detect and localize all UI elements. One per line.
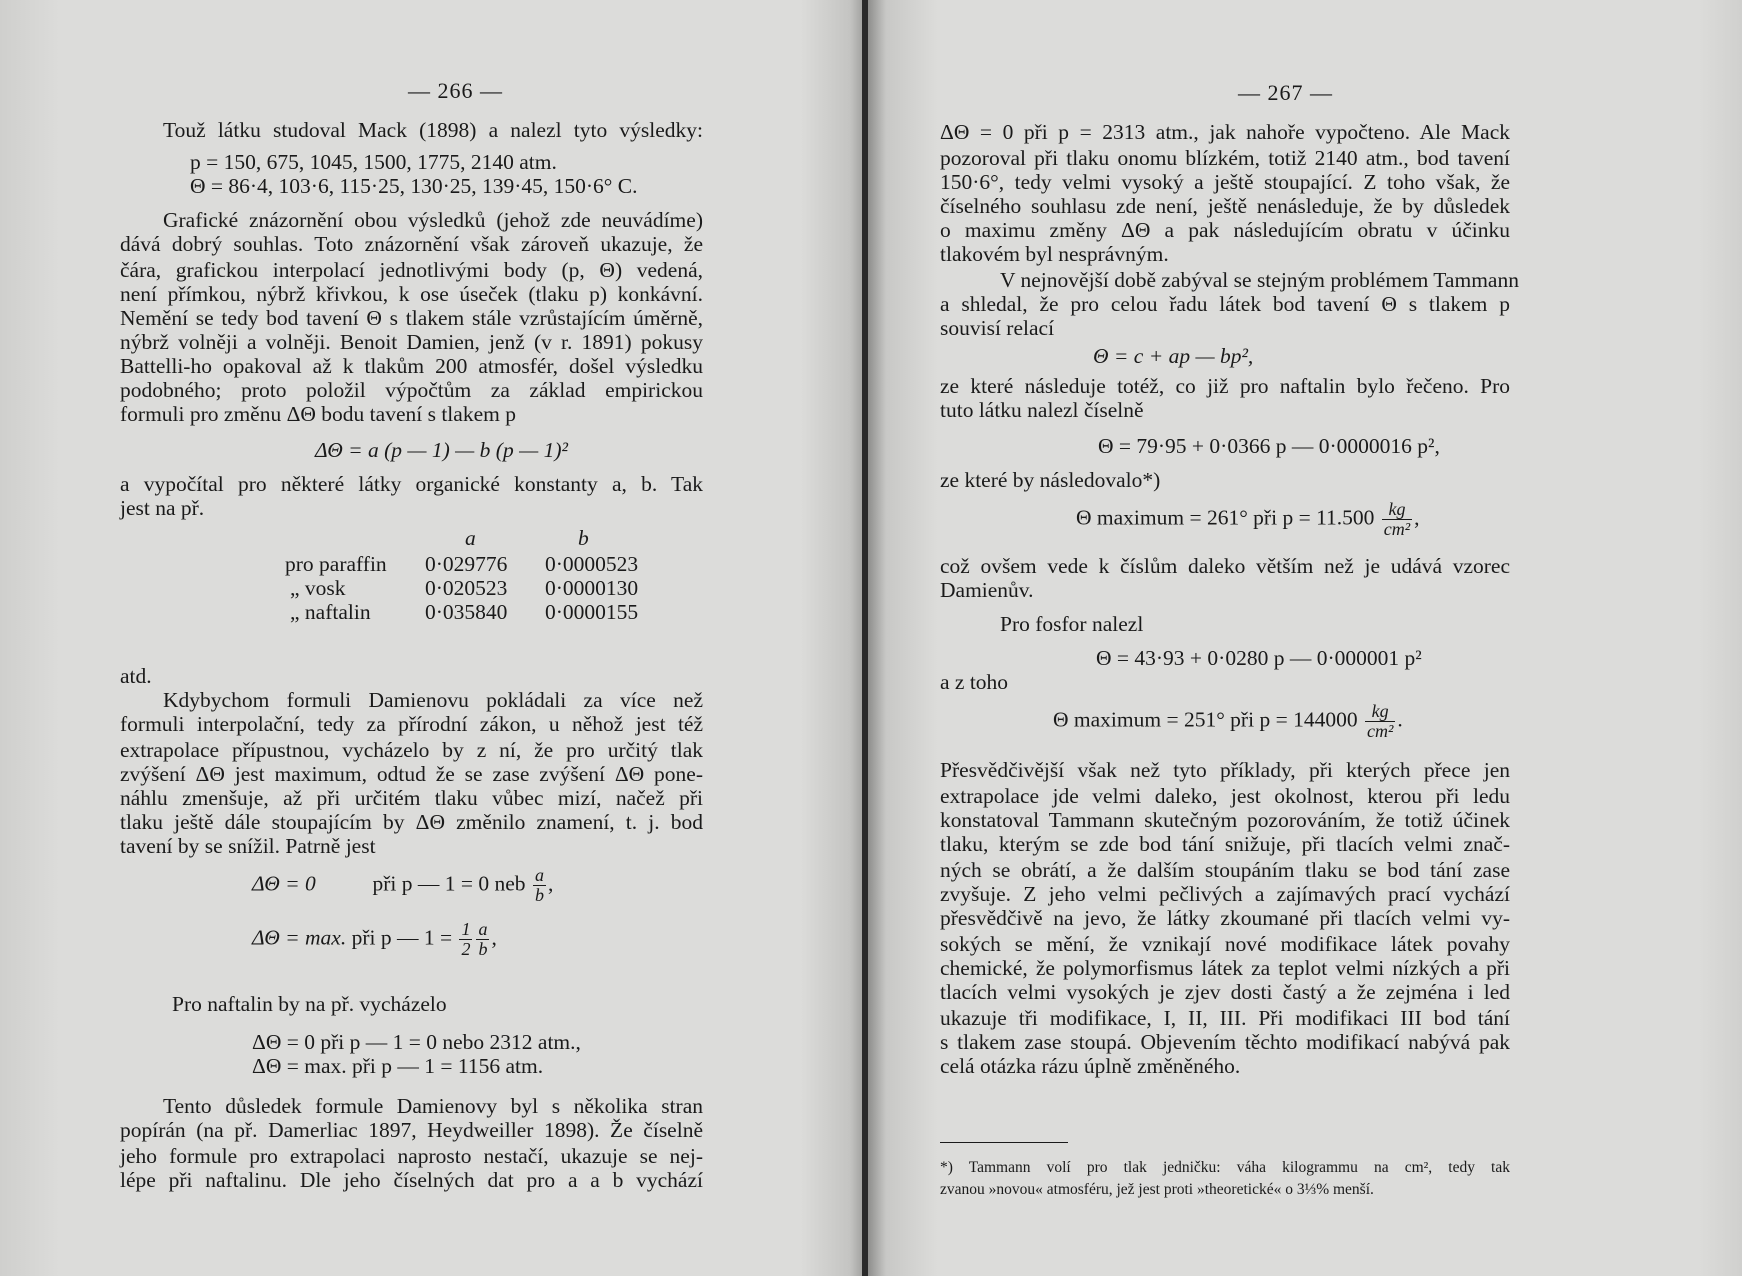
text-line: Battelli-ho opakoval až k tlakům 200 atmosfér, došel výsledku — [120, 354, 703, 378]
table-cell: 0·0000130 — [545, 576, 639, 600]
equation-condition: při p — 1 = 0 neb — [372, 871, 526, 896]
text-line: dává dobrý souhlas. Toto znázornění však zároveň ukazuje, že — [120, 232, 703, 256]
text-line: popírán (na př. Damerliac 1897, Heydweiller 1898). Že číselně — [120, 1118, 703, 1142]
text-line: jeho formule pro extrapolaci naprosto nestačí, ukazuje se nej- — [120, 1144, 703, 1168]
text-line: extrapolace jde velmi daleko, jest okolnost, kterou při ledu — [940, 784, 1510, 808]
equation-line: Θ = 43·93 + 0·0280 p — 0·000001 p² — [1096, 646, 1422, 670]
equation-line: Θ maximum = 251° při p = 144000 $\frac{kg}{\text{cm²}}$ . — [1053, 701, 1403, 741]
text-line: čára, grafickou interpolací jednotlivými body (p, Θ) vedená, — [120, 258, 703, 282]
text-line: tlaku ještě dále stoupajícím by ΔΘ změnilo znamení, t. j. bod — [120, 810, 703, 834]
equation-line: p = 150, 675, 1045, 1500, 1775, 2140 atm. — [190, 150, 557, 174]
fraction: $\frac{a}{b}$ — [478, 919, 488, 959]
footnote-line: *) Tammann volí pro tlak jedničku: váha kilogrammu na cm², tedy tak — [940, 1159, 1510, 1176]
equation-line: Θ maximum = 261° při p = 11.500 $\frac{kg}{\text{cm²}}$ , — [1076, 499, 1420, 539]
equation-line: ΔΘ = 0 při p — 1 = 0 nebo 2312 atm., — [252, 1030, 581, 1054]
footnote-line: zvanou »novou« atmosféru, jež jest proti »theoretické« o 3⅓% menší. — [940, 1181, 1374, 1198]
equation-line: ΔΘ = 0 při p — 1 = 0 neb $\frac{a}{b}$ , — [252, 865, 554, 905]
text-line: tlacích velmi vysokých je zjev dosti častý a že zejména i led — [940, 980, 1510, 1004]
text-line: konstatoval Tammann skutečným pozorováním, že totiž účinek — [940, 808, 1510, 832]
text-line: ze které následuje totéž, co již pro naftalin bylo řečeno. Pro — [940, 374, 1510, 398]
text-line: Tento důsledek formule Damienovy byl s několika stran — [163, 1094, 703, 1118]
text-line: Pro fosfor nalezl — [1000, 612, 1144, 636]
table-header-b: b — [578, 526, 589, 550]
text-line: o maximu změny ΔΘ a pak následujícím obratu v účinku — [940, 218, 1510, 242]
page-number-right: — 267 — — [1238, 80, 1333, 105]
right-page — [868, 0, 1742, 1276]
text-line: není přímkou, nýbrž křivkou, k ose úseček (tlaku p) konkávní. — [120, 282, 703, 306]
table-cell: 0·0000523 — [545, 552, 639, 576]
text-line: Přesvědčivější však než tyto příklady, při kterých přece jen — [940, 758, 1510, 782]
table-row-label: „ vosk — [290, 576, 346, 600]
text-line: tuto látku nalezl číselně — [940, 398, 1144, 422]
text-line: Kdybychom formuli Damienovu pokládali za více než — [163, 688, 703, 712]
table-header-a: a — [465, 526, 476, 550]
text-line: tlakovém byl nesprávným. — [940, 242, 1169, 266]
text-line: a z toho — [940, 670, 1009, 694]
fraction: $\frac{a}{b}$ — [534, 865, 544, 905]
page-number-left: — 266 — — [408, 78, 503, 103]
text-line: zvýšení ΔΘ jest maximum, odtud že se zase zvýšení ΔΘ pone- — [120, 762, 703, 786]
table-cell: 0·020523 — [425, 576, 508, 600]
fraction: $\frac{kg}{\text{cm²}}$ — [1383, 499, 1411, 539]
equation-line: ΔΘ = max. při p — 1 = 1156 atm. — [252, 1054, 544, 1078]
equation-lhs: ΔΘ = 0 — [252, 871, 316, 896]
text-line: ΔΘ = 0 při p = 2313 atm., jak nahoře vypočteno. Ale Mack — [940, 120, 1510, 144]
table-row-label: pro paraffin — [285, 552, 387, 576]
equation-line: ΔΘ = max. při p — 1 = $\frac{1}{2}$ $\frac{a}{b}$ , — [252, 919, 497, 959]
text-line: souvisí relací — [940, 316, 1055, 340]
text-line: ukazuje tři modifikace, I, II, III. Při modifikaci III bod tání — [940, 1006, 1510, 1030]
text-line: lépe při naftalinu. Dle jeho číselných dat pro a a b vychází — [120, 1168, 703, 1192]
text-line: zvyšuje. Z jeho velmi pečlivých a zajímavých prací vychází — [940, 882, 1510, 906]
text-line: podobného; proto položil výpočtům za základ empirickou — [120, 378, 703, 402]
text-line: přesvědčivě na jevo, že látky zkoumané při tlacích velmi vy- — [940, 906, 1510, 930]
text-line: atd. — [120, 664, 152, 688]
text-line: Nemění se tedy bod tavení Θ s tlakem stále vzrůstajícím úměrně, — [120, 306, 703, 330]
footnote-divider — [940, 1142, 1068, 1143]
text-line: chemické, že polymorfismus látek za teplot velmi nízkých a při — [940, 956, 1510, 980]
text-line: nýbrž volněji a volněji. Benoit Damien, jenž (v r. 1891) pokusy — [120, 330, 703, 354]
equation-lhs: ΔΘ = max. — [252, 925, 347, 950]
text-line: extrapolace přípustnou, vycházelo by z ní, že pro určitý tlak — [120, 738, 703, 762]
equation-condition: při p — 1 = — [351, 925, 453, 950]
text-line: tlaku, kterým se zde bod tání snižuje, při tlacích velmi znač- — [940, 832, 1510, 856]
text-line: s tlakem zase stoupá. Objevením těchto modifikací nabývá pak — [940, 1030, 1510, 1054]
equation-line: Θ = 79·95 + 0·0366 p — 0·0000016 p², — [1098, 434, 1440, 458]
left-page — [0, 0, 866, 1276]
text-line: což ovšem vede k číslům daleko větším než je udává vzorec — [940, 554, 1510, 578]
text-line: Pro naftalin by na př. vycházelo — [172, 992, 447, 1016]
text-line: sokých se mění, že vznikají nové modifikace látek povahy — [940, 932, 1510, 956]
text-line: formuli pro změnu ΔΘ bodu tavení s tlakem p — [120, 402, 516, 426]
text-line: pozoroval při tlaku onomu blízkém, totiž 2140 atm., bod tavení — [940, 146, 1510, 170]
text-line: ze které by následovalo*) — [940, 468, 1161, 492]
text-line: jest na př. — [120, 496, 205, 520]
text-line: číselného souhlasu zde není, ještě nenásleduje, že by důsledek — [940, 194, 1510, 218]
table-cell: 0·035840 — [425, 600, 508, 624]
table-row-label: „ naftalin — [290, 600, 371, 624]
text-line: Touž látku studoval Mack (1898) a nalezl tyto výsledky: — [163, 118, 703, 142]
equation-line: Θ = 86·4, 103·6, 115·25, 130·25, 139·45, 150·6° C. — [190, 174, 638, 198]
text-line: celá otázka rázu úplně změněného. — [940, 1054, 1241, 1078]
equation-line: Θ = c + ap — bp², — [1093, 344, 1254, 368]
table-cell: 0·0000155 — [545, 600, 639, 624]
table-cell: 0·029776 — [425, 552, 508, 576]
text-line: a vypočítal pro některé látky organické konstanty a, b. Tak — [120, 472, 703, 496]
fraction: $\frac{1}{2}$ — [461, 919, 471, 959]
text-line: tavení by se snížil. Patrně jest — [120, 834, 376, 858]
text-line: a shledal, že pro celou řadu látek bod tavení Θ s tlakem p — [940, 292, 1510, 316]
text-line: ných se obrátí, a že dalším stoupáním tlaku se bod tání zase — [940, 858, 1510, 882]
equation-line: ΔΘ = a (p — 1) — b (p — 1)² — [315, 438, 568, 462]
fraction: $\frac{kg}{\text{cm²}}$ — [1366, 701, 1394, 741]
text-line: náhlu zmenšuje, až při určitém tlaku vůbec mizí, načež při — [120, 786, 703, 810]
text-line: V nejnovější době zabýval se stejným problémem Tammann — [1000, 268, 1519, 292]
text-line: formuli interpolační, tedy za přírodní zákon, u něhož jest též — [120, 712, 703, 736]
text-line: 150·6°, tedy velmi vysoký a ještě stoupající. Z toho však, že — [940, 170, 1510, 194]
text-line: Grafické znázornění obou výsledků (jehož zde neuvádíme) — [163, 208, 703, 232]
text-line: Damienův. — [940, 578, 1034, 602]
